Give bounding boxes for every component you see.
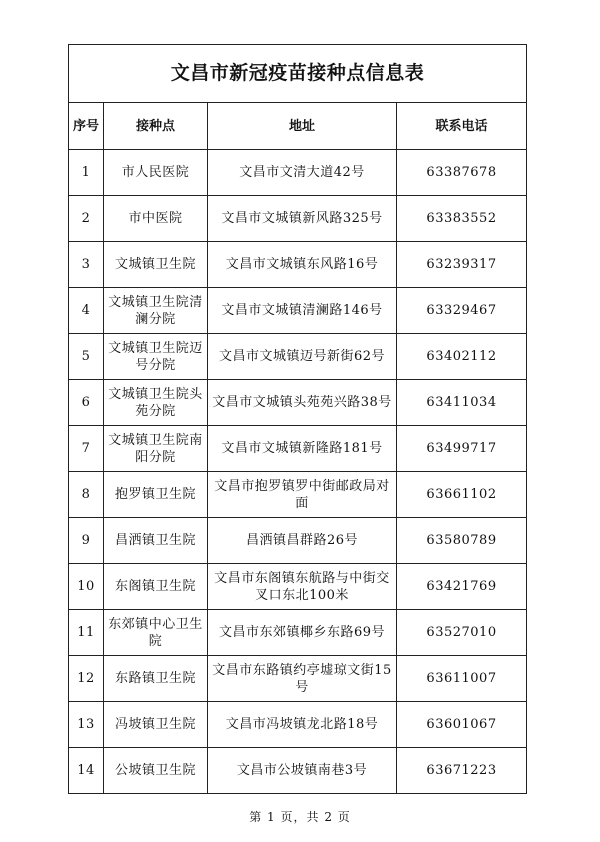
column-header-site: 接种点 bbox=[104, 103, 208, 150]
table-body bbox=[69, 150, 527, 794]
table-row bbox=[69, 426, 527, 472]
cell-number: 11 bbox=[69, 610, 104, 656]
cell-phone: 63601067 bbox=[397, 702, 527, 748]
cell-address: 文昌市文城镇东风路16号 bbox=[208, 242, 397, 288]
cell-site: 市中医院 bbox=[104, 196, 208, 242]
table-row bbox=[69, 610, 527, 656]
cell-address: 文昌市文城镇清澜路146号 bbox=[208, 288, 397, 334]
cell-site: 冯坡镇卫生院 bbox=[104, 702, 208, 748]
cell-number: 4 bbox=[69, 288, 104, 334]
table-row bbox=[69, 518, 527, 564]
cell-site: 东郊镇中心卫生院 bbox=[104, 610, 208, 656]
cell-number: 5 bbox=[69, 334, 104, 380]
table-row bbox=[69, 150, 527, 196]
cell-phone: 63383552 bbox=[397, 196, 527, 242]
cell-site: 文城镇卫生院清澜分院 bbox=[104, 288, 208, 334]
cell-site: 昌洒镇卫生院 bbox=[104, 518, 208, 564]
cell-site: 文城镇卫生院迈号分院 bbox=[104, 334, 208, 380]
cell-site: 文城镇卫生院 bbox=[104, 242, 208, 288]
cell-site: 市人民医院 bbox=[104, 150, 208, 196]
cell-address: 文昌市东郊镇椰乡东路69号 bbox=[208, 610, 397, 656]
cell-phone: 63580789 bbox=[397, 518, 527, 564]
cell-phone: 63499717 bbox=[397, 426, 527, 472]
cell-address: 文昌市抱罗镇罗中街邮政局对面 bbox=[208, 472, 397, 518]
cell-phone: 63402112 bbox=[397, 334, 527, 380]
cell-number: 7 bbox=[69, 426, 104, 472]
table-row bbox=[69, 564, 527, 610]
table-row bbox=[69, 334, 527, 380]
cell-number: 13 bbox=[69, 702, 104, 748]
cell-address: 文昌市东阁镇东航路与中街交叉口东北100米 bbox=[208, 564, 397, 610]
table-row bbox=[69, 288, 527, 334]
cell-phone: 63411034 bbox=[397, 380, 527, 426]
cell-phone: 63611007 bbox=[397, 656, 527, 702]
cell-phone: 63527010 bbox=[397, 610, 527, 656]
cell-address: 昌洒镇昌群路26号 bbox=[208, 518, 397, 564]
table-row bbox=[69, 380, 527, 426]
cell-site: 文城镇卫生院南阳分院 bbox=[104, 426, 208, 472]
vaccination-sites-table bbox=[68, 44, 527, 794]
column-header-number: 序号 bbox=[69, 103, 104, 150]
cell-site: 文城镇卫生院头苑分院 bbox=[104, 380, 208, 426]
column-header-address: 地址 bbox=[208, 103, 397, 150]
cell-phone: 63421769 bbox=[397, 564, 527, 610]
cell-site: 东路镇卫生院 bbox=[104, 656, 208, 702]
table-row bbox=[69, 748, 527, 794]
cell-phone: 63239317 bbox=[397, 242, 527, 288]
cell-address: 文昌市冯坡镇龙北路18号 bbox=[208, 702, 397, 748]
cell-number: 8 bbox=[69, 472, 104, 518]
page-number-footer: 第 1 页，共 2 页 bbox=[249, 810, 351, 824]
column-header-phone: 联系电话 bbox=[397, 103, 527, 150]
cell-address: 文昌市文城镇头苑苑兴路38号 bbox=[208, 380, 397, 426]
cell-address: 文昌市公坡镇南巷3号 bbox=[208, 748, 397, 794]
cell-phone: 63329467 bbox=[397, 288, 527, 334]
cell-number: 2 bbox=[69, 196, 104, 242]
cell-number: 10 bbox=[69, 564, 104, 610]
cell-address: 文昌市东路镇约亭墟琼文街15号 bbox=[208, 656, 397, 702]
table-row bbox=[69, 702, 527, 748]
cell-site: 东阁镇卫生院 bbox=[104, 564, 208, 610]
cell-number: 6 bbox=[69, 380, 104, 426]
table-row bbox=[69, 196, 527, 242]
cell-number: 1 bbox=[69, 150, 104, 196]
cell-address: 文昌市文城镇迈号新街62号 bbox=[208, 334, 397, 380]
cell-site: 公坡镇卫生院 bbox=[104, 748, 208, 794]
cell-address: 文昌市文城镇新隆路181号 bbox=[208, 426, 397, 472]
cell-phone: 63671223 bbox=[397, 748, 527, 794]
cell-phone: 63661102 bbox=[397, 472, 527, 518]
table-row bbox=[69, 656, 527, 702]
cell-site: 抱罗镇卫生院 bbox=[104, 472, 208, 518]
cell-number: 14 bbox=[69, 748, 104, 794]
cell-phone: 63387678 bbox=[397, 150, 527, 196]
cell-address: 文昌市文清大道42号 bbox=[208, 150, 397, 196]
header-row bbox=[69, 103, 527, 150]
table-row bbox=[69, 472, 527, 518]
cell-number: 9 bbox=[69, 518, 104, 564]
cell-address: 文昌市文城镇新风路325号 bbox=[208, 196, 397, 242]
cell-number: 12 bbox=[69, 656, 104, 702]
table-title: 文昌市新冠疫苗接种点信息表 bbox=[69, 45, 527, 103]
table-row bbox=[69, 242, 527, 288]
cell-number: 3 bbox=[69, 242, 104, 288]
